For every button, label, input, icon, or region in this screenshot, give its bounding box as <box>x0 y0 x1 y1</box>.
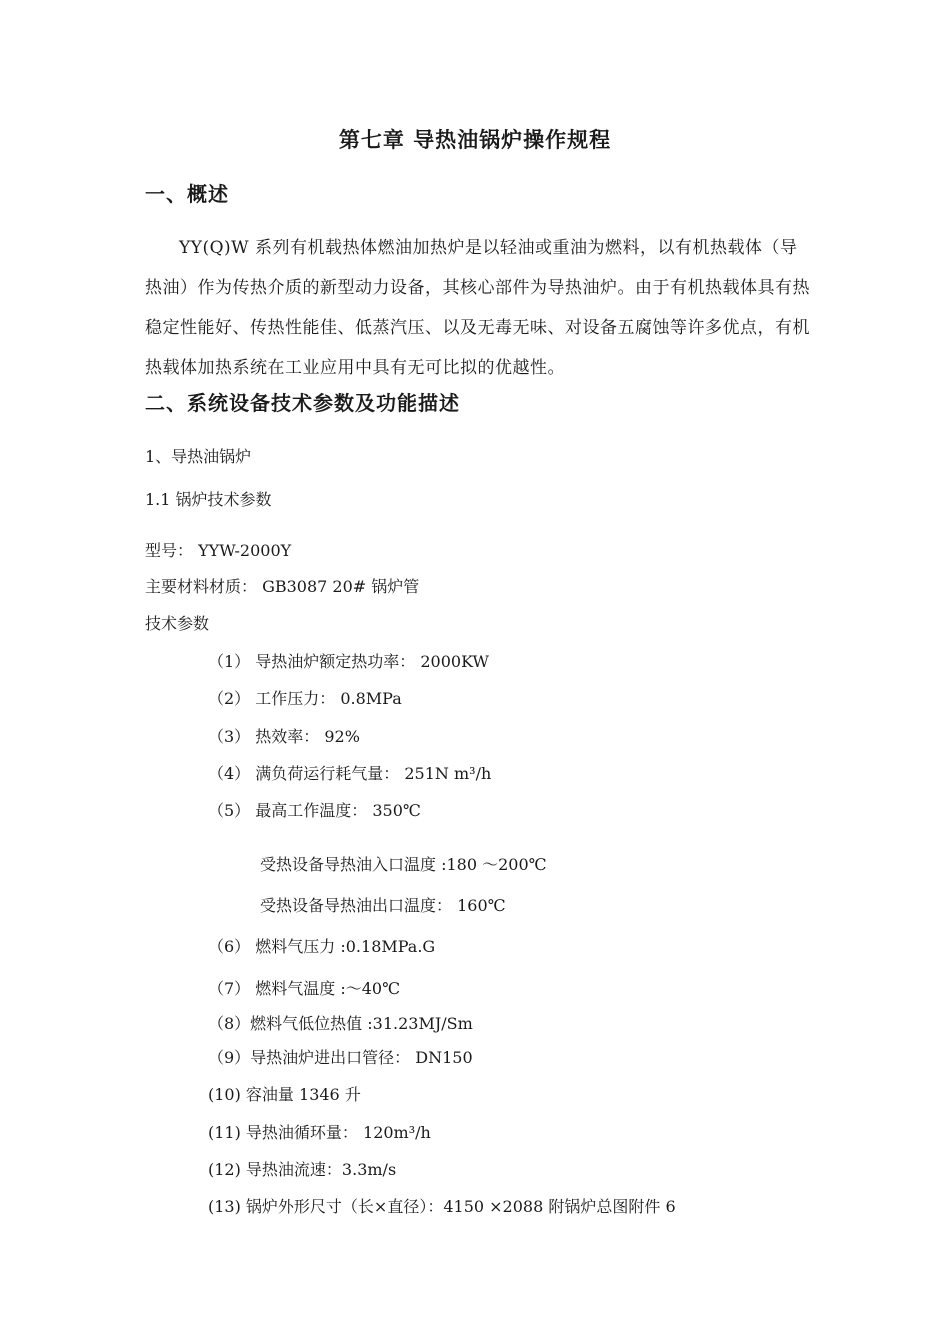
param-item: (11) 导热油循环量： 120m³/h <box>208 1123 431 1142</box>
material-line: 主要材料材质： GB3087 20# 锅炉管 <box>145 577 420 596</box>
subheading-boiler-params: 1.1 锅炉技术参数 <box>145 490 272 509</box>
param-item: （1） 导热油炉额定热功率： 2000KW <box>208 652 489 671</box>
section-heading-overview: 一、概述 <box>145 182 229 206</box>
subheading-boiler: 1、导热油锅炉 <box>145 447 252 466</box>
param-item: （9）导热油炉进出口管径： DN150 <box>208 1048 473 1067</box>
param-item: (10) 容油量 1346 升 <box>208 1085 361 1104</box>
param-item: （7） 燃料气温度 :～40℃ <box>208 979 401 998</box>
param-item: （3） 热效率： 92% <box>208 727 360 746</box>
page-title: 第七章 导热油锅炉操作规程 <box>338 128 612 152</box>
param-item: （2） 工作压力： 0.8MPa <box>208 689 402 708</box>
param-item: （6） 燃料气压力 :0.18MPa.G <box>208 937 436 956</box>
params-label: 技术参数 <box>145 614 210 633</box>
param-item: (12) 导热油流速：3.3m/s <box>208 1160 397 1179</box>
section-heading-specs: 二、系统设备技术参数及功能描述 <box>145 391 460 415</box>
param-item: (13) 锅炉外形尺寸（长×直径）：4150 ×2088 附锅炉总图附件 6 <box>208 1197 676 1216</box>
model-line: 型号： YYW-2000Y <box>145 541 292 560</box>
param-item: （5） 最高工作温度： 350℃ <box>208 801 421 820</box>
overview-paragraph: YY(Q)W 系列有机载热体燃油加热炉是以轻油或重油为燃料，以有机热载体（导热油）作为传热介质的新型动力设备，其核心部件为导热油炉。由于有机热载体具有热稳定性能好、传热性能佳、低蒸汽压、以及无毒无味、对设备五腐蚀等许多优点，有机热载体加热系统在工业应用中具有无可比拟的优越性。 <box>145 238 810 378</box>
param-item: （4） 满负荷运行耗气量： 251N m³/h <box>208 764 492 783</box>
param-subitem: 受热设备导热油出口温度： 160℃ <box>260 896 506 915</box>
param-item: （8）燃料气低位热值 :31.23MJ/Sm <box>208 1014 473 1033</box>
param-subitem: 受热设备导热油入口温度 :180 ～200℃ <box>260 855 547 874</box>
